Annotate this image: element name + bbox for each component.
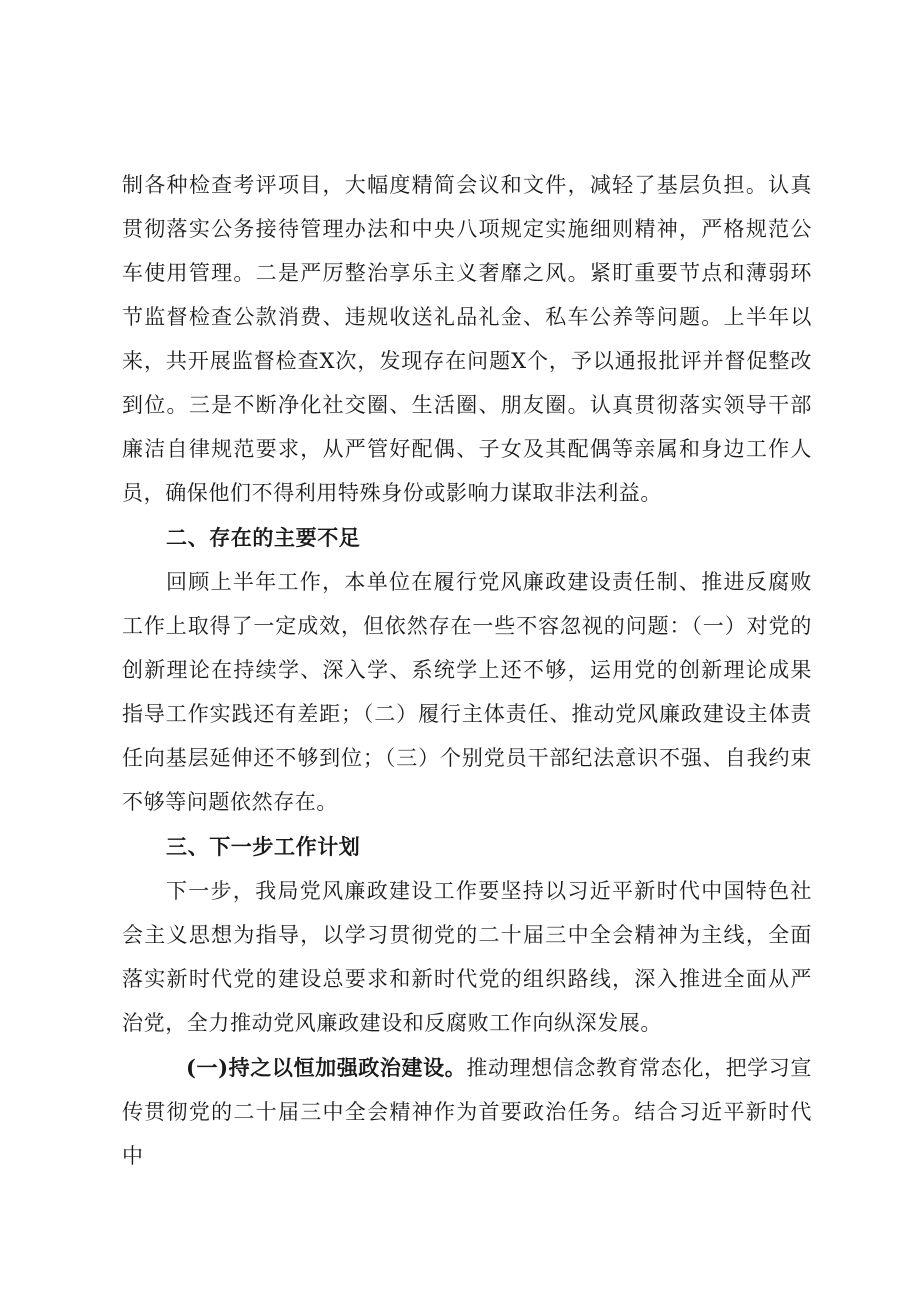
- item-1-lead: (一)持之以恒加强政治建设。: [186, 1055, 467, 1080]
- item-1-body: 推动理想信念教育常态化，把学习宣传贯彻党的二十届三中全会精神作为首要政治任务。结合习近平新时代中: [122, 1056, 812, 1168]
- section-heading-next-steps: 三、下一步工作计划: [166, 834, 361, 859]
- section-heading-shortcomings: 二、存在的主要不足: [166, 525, 361, 550]
- paragraph-continuation: 制各种检查考评项目，大幅度精简会议和文件，减轻了基层负担。认真贯彻落实公务接待管理办法和中央八项规定实施细则精神，严格规范公车使用管理。二是严厉整治享乐主义奢靡之风。紧盯重要节点和薄弱环节监督检查公款消费、违规收送礼品礼金、私车公养等问题。上半年以来，共开展监督检查X次，发现存在问题X个，予以通报批评并督促整改到位。三是不断净化社交圈、生活圈、朋友圈。认真贯彻落实领导干部廉洁自律规范要求，从严管好配偶、子女及其配偶等亲属和身边工作人员，确保他们不得利用特殊身份或影响力谋取非法利益。: [122, 173, 812, 505]
- paragraph-shortcomings: 回顾上半年工作，本单位在履行党风廉政建设责任制、推进反腐败工作上取得了一定成效，但依然存在一些不容忽视的问题：（一）对党的创新理论在持续学、深入学、系统学上还不够，运用党的创新理论成果指导工作实践还有差距；（二）履行主体责任、推动党风廉政建设主体责任向基层延伸还不够到位；（三）个别党员干部纪法意识不强、自我约束不够等问题依然存在。: [122, 570, 812, 814]
- paragraph-item-1: [122, 1046, 812, 1178]
- paragraph-next-steps: 下一步，我局党风廉政建设工作要坚持以习近平新时代中国特色社会主义思想为指导，以学习贯彻党的二十届三中全会精神为主线，全面落实新时代党的建设总要求和新时代党的组织路线，深入推进全面从严治党，全力推动党风廉政建设和反腐败工作向纵深发展。: [122, 879, 812, 1035]
